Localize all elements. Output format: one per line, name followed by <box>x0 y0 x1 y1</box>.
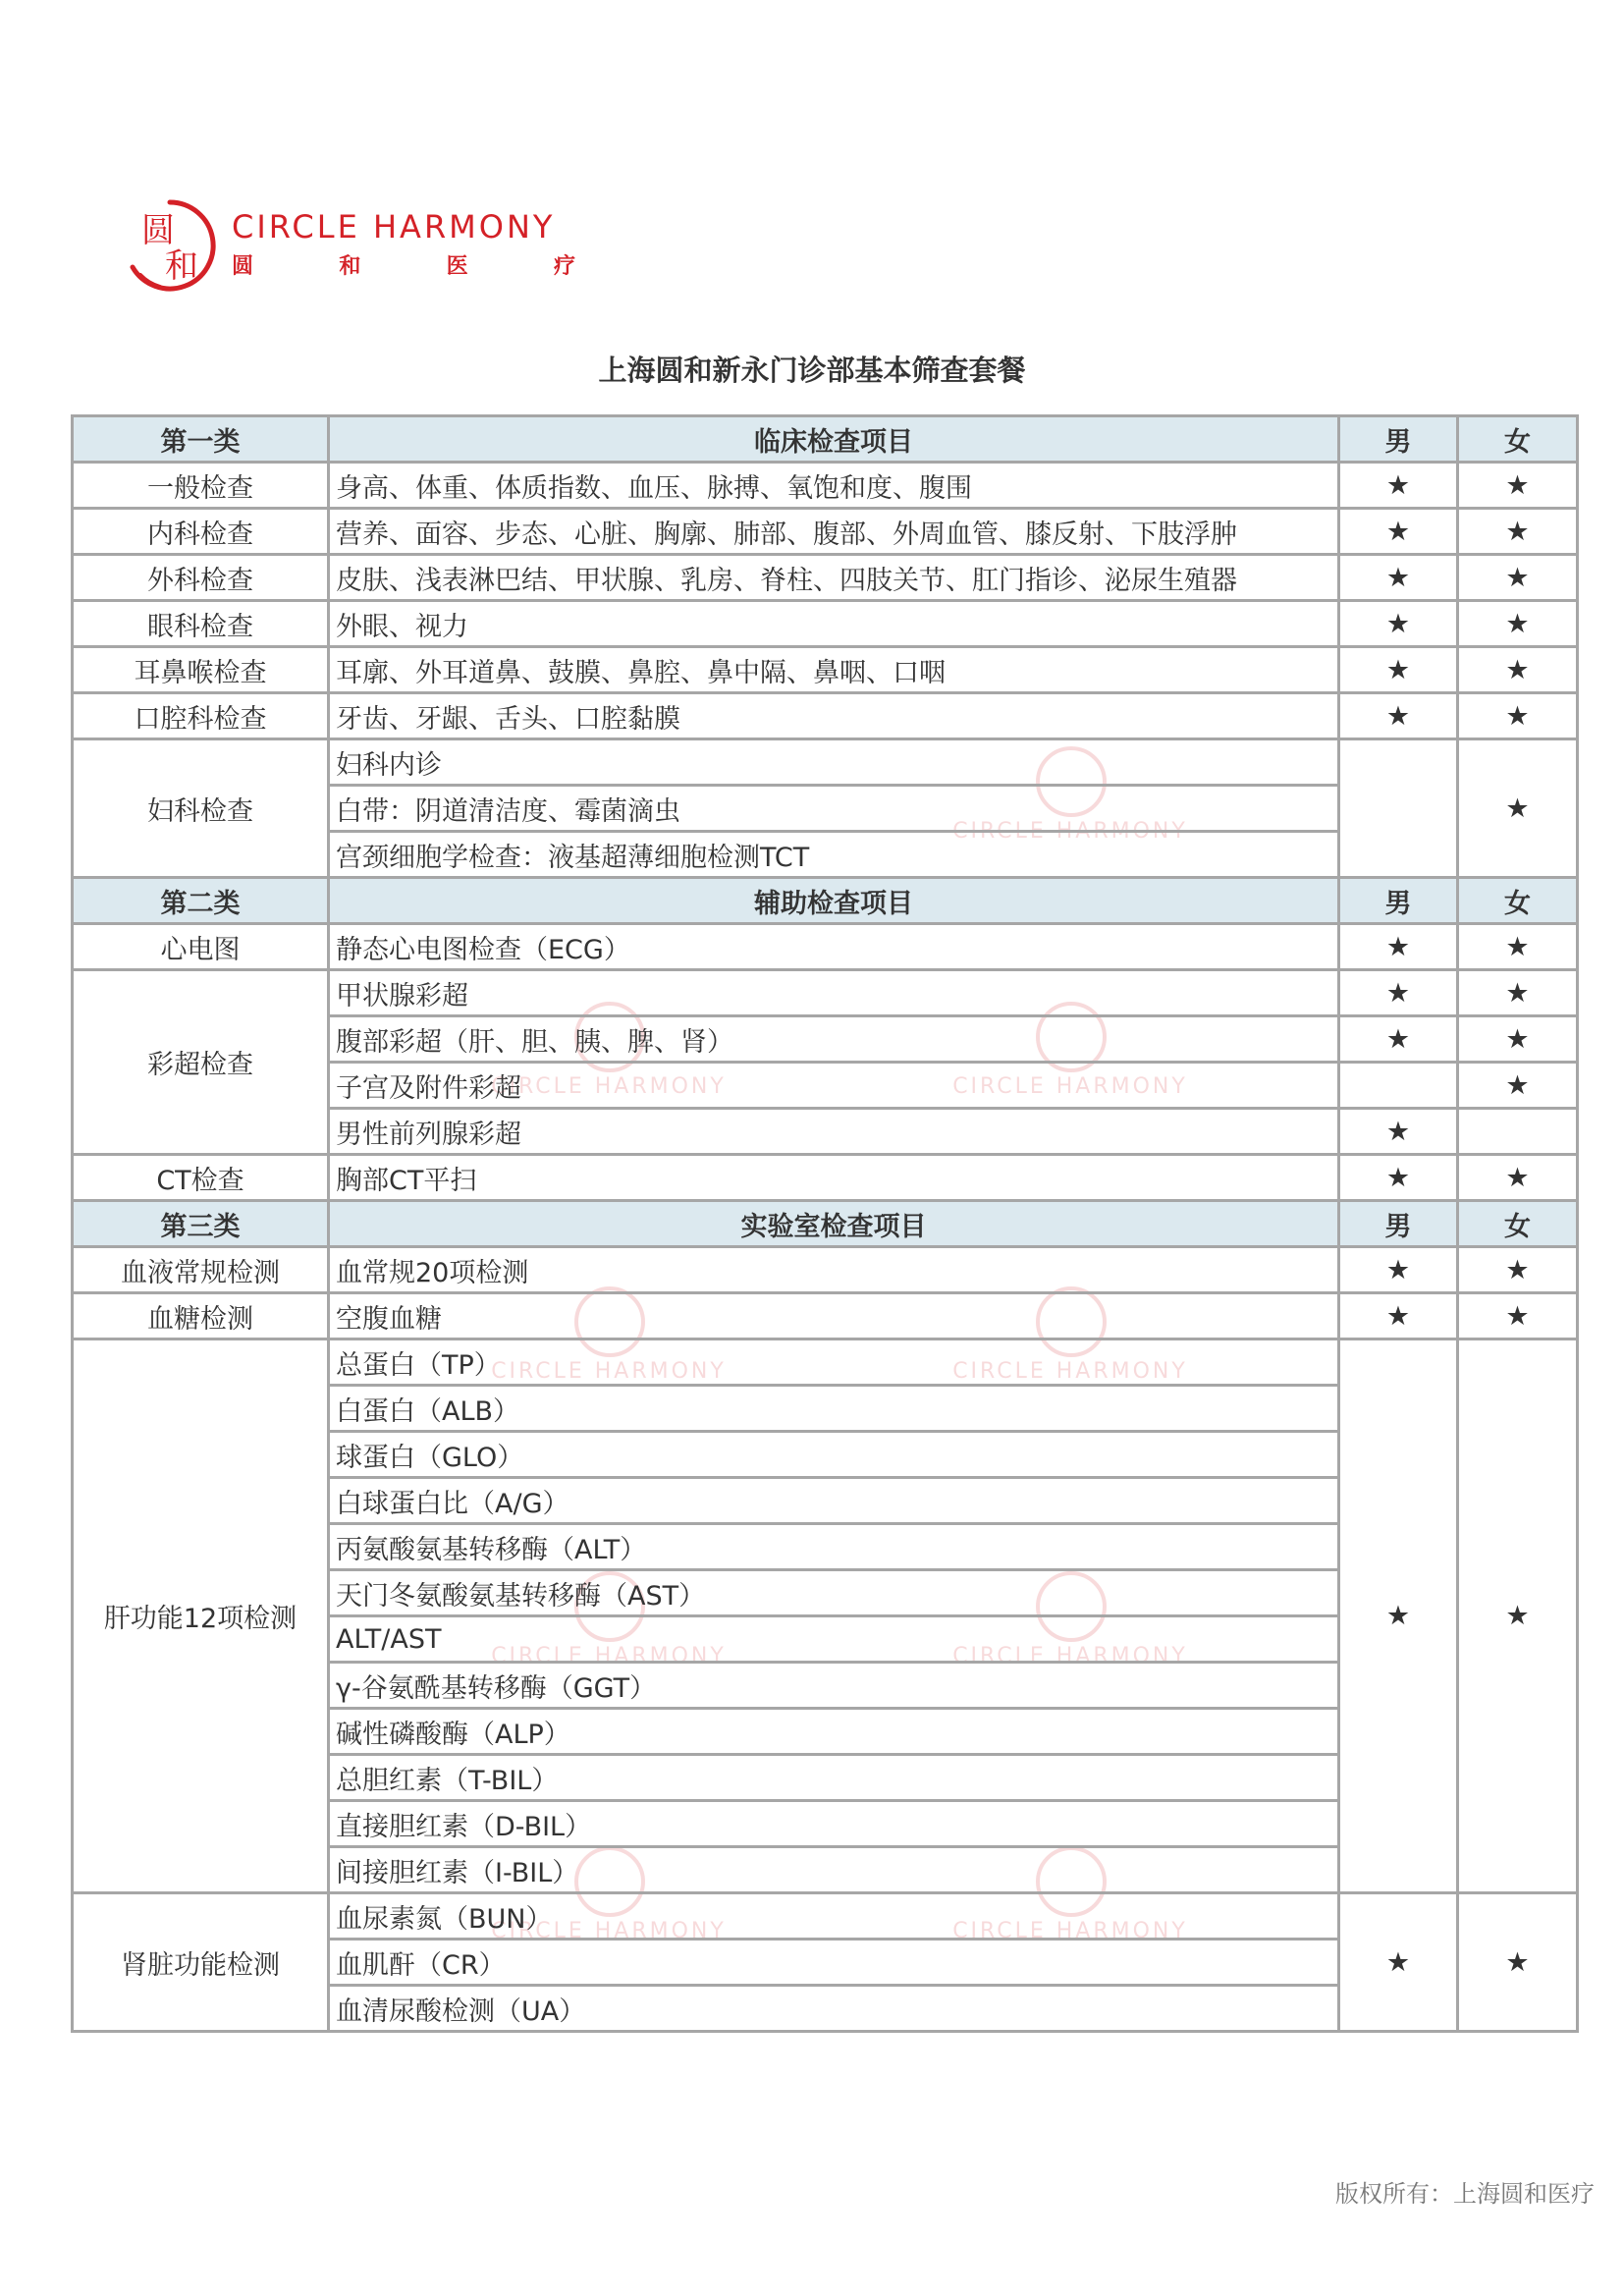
table-row <box>73 1293 1578 1339</box>
male-mark: ★ <box>1339 1247 1458 1293</box>
item-cell: 胸部CT平扫 <box>329 1155 1339 1201</box>
female-header: 女 <box>1458 878 1578 924</box>
item-cell: 间接胆红素（I-BIL） <box>329 1847 1339 1893</box>
female-header: 女 <box>1458 416 1578 463</box>
brand-name-cn <box>232 249 575 280</box>
item-cell: 白球蛋白比（A/G） <box>329 1478 1339 1524</box>
item-cell: 妇科内诊 <box>329 739 1339 786</box>
female-mark: ★ <box>1458 1893 1578 2032</box>
female-mark <box>1458 1109 1578 1155</box>
watermark-text: CIRCLE HARMONY <box>952 1644 1188 1668</box>
item-cell: 白带：阴道清洁度、霉菌滴虫 <box>329 786 1339 832</box>
item-cell: 碱性磷酸酶（ALP） <box>329 1709 1339 1755</box>
female-mark: ★ <box>1458 693 1578 739</box>
female-mark: ★ <box>1458 1247 1578 1293</box>
section-header-row <box>73 1201 1578 1247</box>
category-cell: 肾脏功能检测 <box>73 1893 329 2032</box>
category-cell: 血液常规检测 <box>73 1247 329 1293</box>
brand-cn-char: 医 <box>446 254 468 279</box>
item-cell: 天门冬氨酸氨基转移酶（AST） <box>329 1570 1339 1616</box>
item-cell: 耳廓、外耳道鼻、鼓膜、鼻腔、鼻中隔、鼻咽、口咽 <box>329 647 1339 693</box>
table-row <box>73 739 1578 786</box>
watermark-text: CIRCLE HARMONY <box>952 1074 1188 1099</box>
watermark-text: CIRCLE HARMONY <box>952 819 1188 844</box>
category-cell: 彩超检查 <box>73 970 329 1155</box>
table-row <box>73 693 1578 739</box>
category-cell: 心电图 <box>73 924 329 970</box>
watermark-text: CIRCLE HARMONY <box>491 1074 727 1099</box>
female-mark: ★ <box>1458 1293 1578 1339</box>
seal-logo-icon <box>121 196 219 295</box>
category-cell: 肝功能12项检测 <box>73 1339 329 1893</box>
male-mark: ★ <box>1339 970 1458 1016</box>
items-header: 实验室检查项目 <box>329 1201 1339 1247</box>
male-mark: ★ <box>1339 463 1458 509</box>
female-mark: ★ <box>1458 463 1578 509</box>
watermark-text: CIRCLE HARMONY <box>952 1359 1188 1384</box>
item-cell: 腹部彩超（肝、胆、胰、脾、肾） <box>329 1016 1339 1063</box>
brand-logo <box>121 196 592 295</box>
female-mark: ★ <box>1458 647 1578 693</box>
male-mark <box>1339 739 1458 878</box>
watermark-text: CIRCLE HARMONY <box>952 1919 1188 1943</box>
item-cell: 男性前列腺彩超 <box>329 1109 1339 1155</box>
male-header: 男 <box>1339 1201 1458 1247</box>
male-header: 男 <box>1339 416 1458 463</box>
item-cell: 牙齿、牙龈、舌头、口腔黏膜 <box>329 693 1339 739</box>
screening-package-table <box>71 414 1579 2033</box>
items-header: 辅助检查项目 <box>329 878 1339 924</box>
item-cell: 宫颈细胞学检查：液基超薄细胞检测TCT <box>329 832 1339 878</box>
table-row <box>73 924 1578 970</box>
item-cell: 直接胆红素（D-BIL） <box>329 1801 1339 1847</box>
male-mark: ★ <box>1339 601 1458 647</box>
item-cell: 丙氨酸氨基转移酶（ALT） <box>329 1524 1339 1570</box>
svg-text:圆: 圆 <box>141 211 175 250</box>
male-mark <box>1339 1063 1458 1109</box>
table-row <box>73 555 1578 601</box>
table-row <box>73 463 1578 509</box>
male-mark: ★ <box>1339 1293 1458 1339</box>
item-cell: 血常规20项检测 <box>329 1247 1339 1293</box>
female-mark: ★ <box>1458 509 1578 555</box>
category-cell: CT检查 <box>73 1155 329 1201</box>
female-mark: ★ <box>1458 1155 1578 1201</box>
category-cell: 眼科检查 <box>73 601 329 647</box>
item-cell: 身高、体重、体质指数、血压、脉搏、氧饱和度、腹围 <box>329 463 1339 509</box>
male-mark: ★ <box>1339 1155 1458 1201</box>
female-mark: ★ <box>1458 1339 1578 1893</box>
item-cell: 甲状腺彩超 <box>329 970 1339 1016</box>
section-header-row <box>73 878 1578 924</box>
item-cell: γ-谷氨酰基转移酶（GGT） <box>329 1663 1339 1709</box>
male-mark: ★ <box>1339 1893 1458 2032</box>
item-cell: 营养、面容、步态、心脏、胸廓、肺部、腹部、外周血管、膝反射、下肢浮肿 <box>329 509 1339 555</box>
item-cell: ALT/AST <box>329 1616 1339 1663</box>
item-cell: 总胆红素（T-BIL） <box>329 1755 1339 1801</box>
category-cell: 血糖检测 <box>73 1293 329 1339</box>
male-mark: ★ <box>1339 924 1458 970</box>
male-mark: ★ <box>1339 1339 1458 1893</box>
male-mark: ★ <box>1339 555 1458 601</box>
female-header: 女 <box>1458 1201 1578 1247</box>
item-cell: 血尿素氮（BUN） <box>329 1893 1339 1940</box>
brand-cn-char: 和 <box>339 254 361 279</box>
document-title: 上海圆和新永门诊部基本筛查套餐 <box>598 354 1026 387</box>
item-cell: 球蛋白（GLO） <box>329 1432 1339 1478</box>
svg-text:和: 和 <box>165 246 198 286</box>
female-mark: ★ <box>1458 970 1578 1016</box>
category-cell: 耳鼻喉检查 <box>73 647 329 693</box>
male-mark: ★ <box>1339 647 1458 693</box>
female-mark: ★ <box>1458 555 1578 601</box>
item-cell: 皮肤、浅表淋巴结、甲状腺、乳房、脊柱、四肢关节、肛门指诊、泌尿生殖器 <box>329 555 1339 601</box>
brand-cn-char: 疗 <box>553 254 575 279</box>
male-mark: ★ <box>1339 1016 1458 1063</box>
table-row <box>73 1893 1578 1940</box>
section-header-row <box>73 416 1578 463</box>
table-row <box>73 509 1578 555</box>
male-header: 男 <box>1339 878 1458 924</box>
item-cell: 空腹血糖 <box>329 1293 1339 1339</box>
table-row <box>73 601 1578 647</box>
female-mark: ★ <box>1458 601 1578 647</box>
items-header: 临床检查项目 <box>329 416 1339 463</box>
table-row <box>73 647 1578 693</box>
item-cell: 白蛋白（ALB） <box>329 1386 1339 1432</box>
category-header: 第二类 <box>73 878 329 924</box>
category-header: 第三类 <box>73 1201 329 1247</box>
male-mark: ★ <box>1339 509 1458 555</box>
category-cell: 内科检查 <box>73 509 329 555</box>
female-mark: ★ <box>1458 1063 1578 1109</box>
watermark-text: CIRCLE HARMONY <box>491 1919 727 1943</box>
brand-cn-char: 圆 <box>232 254 254 279</box>
item-cell: 总蛋白（TP） <box>329 1339 1339 1386</box>
item-cell: 静态心电图检查（ECG） <box>329 924 1339 970</box>
category-cell: 一般检查 <box>73 463 329 509</box>
brand-name-en: CIRCLE HARMONY <box>232 208 556 246</box>
item-cell: 子宫及附件彩超 <box>329 1063 1339 1109</box>
category-cell: 妇科检查 <box>73 739 329 878</box>
item-cell: 血清尿酸检测（UA） <box>329 1986 1339 2032</box>
female-mark: ★ <box>1458 739 1578 878</box>
table-row <box>73 970 1578 1016</box>
item-cell: 外眼、视力 <box>329 601 1339 647</box>
category-cell: 外科检查 <box>73 555 329 601</box>
male-mark: ★ <box>1339 1109 1458 1155</box>
item-cell: 血肌酐（CR） <box>329 1940 1339 1986</box>
category-header: 第一类 <box>73 416 329 463</box>
watermark-text: CIRCLE HARMONY <box>491 1644 727 1668</box>
female-mark: ★ <box>1458 924 1578 970</box>
male-mark: ★ <box>1339 693 1458 739</box>
female-mark: ★ <box>1458 1016 1578 1063</box>
copyright-footer: 版权所有：上海圆和医疗 <box>1335 2180 1595 2208</box>
table-row <box>73 1247 1578 1293</box>
table-row <box>73 1155 1578 1201</box>
watermark-text: CIRCLE HARMONY <box>491 1359 727 1384</box>
category-cell: 口腔科检查 <box>73 693 329 739</box>
table-row <box>73 1339 1578 1386</box>
